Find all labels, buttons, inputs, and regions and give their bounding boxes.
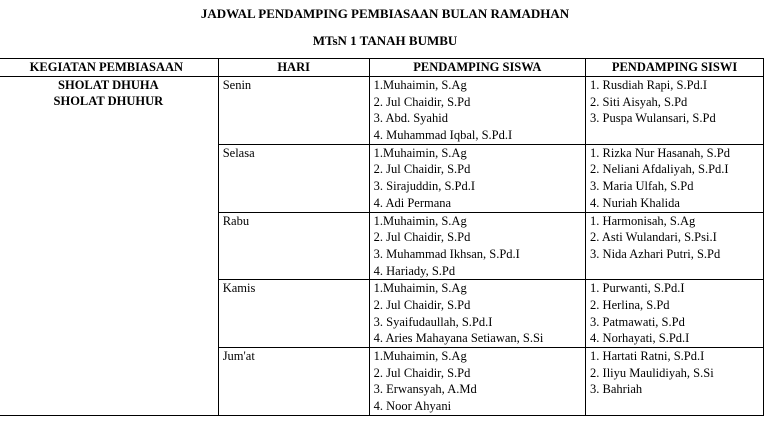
companion-name: 1.Muhaimin, S.Ag	[373, 213, 467, 228]
day-label: Senin	[222, 78, 252, 92]
student-female-companions	[586, 212, 764, 280]
header-student-male: PENDAMPING SISWA	[369, 59, 585, 77]
day-cell	[218, 348, 369, 416]
companion-name: 4. Muhammad Iqbal, S.Pd.I	[373, 128, 513, 143]
student-male-companions	[369, 348, 585, 416]
table-row	[0, 77, 764, 145]
student-female-companions	[586, 77, 764, 145]
header-row	[0, 59, 764, 77]
companion-name: 3. Bahriah	[590, 382, 643, 397]
day-label: Jum'at	[222, 349, 255, 363]
companion-name: 3. Erwansyah, A.Md	[373, 382, 477, 397]
companion-name: 2. Siti Aisyah, S.Pd	[590, 94, 688, 109]
student-female-companions	[586, 348, 764, 416]
day-cell	[218, 212, 369, 280]
companion-name: 1.Muhaimin, S.Ag	[373, 281, 467, 296]
companion-name: 3. Abd. Syahid	[373, 111, 448, 126]
companion-name: 3. Maria Ulfah, S.Pd	[590, 179, 694, 194]
companion-name: 3. Syaifudaullah, S.Pd.I	[373, 314, 493, 329]
day-cell	[218, 280, 369, 348]
companion-name: 3. Muhammad Ikhsan, S.Pd.I	[373, 246, 520, 261]
day-cell	[218, 77, 369, 145]
header-activity: KEGIATAN PEMBIASAAN	[0, 59, 218, 77]
companion-name: 1. Rizka Nur Hasanah, S.Pd	[590, 145, 730, 160]
companion-name: 4. Aries Mahayana Setiawan, S.Si	[373, 331, 544, 346]
schedule-table	[0, 58, 764, 416]
companion-name: 2. Jul Chaidir, S.Pd	[373, 162, 471, 177]
companion-name: 3. Patmawati, S.Pd	[590, 314, 685, 329]
companion-name: 4. Nuriah Khalida	[590, 195, 680, 210]
student-male-companions	[369, 77, 585, 145]
companion-name: 1. Harmonisah, S.Ag	[590, 213, 696, 228]
companion-name: 2. Asti Wulandari, S.Psi.I	[590, 230, 717, 245]
student-female-companions	[586, 144, 764, 212]
companion-name: 1.Muhaimin, S.Ag	[373, 78, 467, 92]
companion-name: 4. Norhayati, S.Pd.I	[590, 331, 690, 346]
activity-cell	[0, 77, 218, 416]
student-male-companions	[369, 144, 585, 212]
document-title: JADWAL PENDAMPING PEMBIASAAN BULAN RAMADHAN	[200, 6, 570, 21]
companion-name: 3. Sirajuddin, S.Pd.I	[373, 179, 476, 194]
companion-name: 1. Rusdiah Rapi, S.Pd.I	[590, 78, 708, 92]
student-male-companions	[369, 280, 585, 348]
companion-name: 1.Muhaimin, S.Ag	[373, 145, 467, 160]
day-label: Selasa	[222, 145, 255, 160]
companion-name: 2. Iliyu Maulidiyah, S.Si	[590, 365, 714, 380]
companion-name: 2. Neliani Afdaliyah, S.Pd.I	[590, 162, 729, 177]
companion-name: 1. Purwanti, S.Pd.I	[590, 281, 685, 296]
student-female-companions	[586, 280, 764, 348]
companion-name: 2. Herlina, S.Pd	[590, 297, 670, 312]
activity-label: SHOLAT DHUHA	[58, 78, 159, 92]
companion-name: 1.Muhaimin, S.Ag	[373, 349, 467, 363]
activity-label: SHOLAT DHUHUR	[53, 94, 164, 108]
companion-name: 4. Adi Permana	[373, 195, 452, 210]
companion-name: 4. Noor Ahyani	[373, 399, 452, 414]
header-student-female: PENDAMPING SISWI	[586, 59, 764, 77]
day-label: Rabu	[222, 213, 250, 228]
school-name: MTsN 1 TANAH BUMBU	[312, 33, 458, 48]
companion-name: 2. Jul Chaidir, S.Pd	[373, 94, 471, 109]
companion-name: 2. Jul Chaidir, S.Pd	[373, 297, 471, 312]
companion-name: 4. Hariady, S.Pd	[373, 263, 456, 278]
companion-name: 3. Nida Azhari Putri, S.Pd	[590, 246, 721, 261]
student-male-companions	[369, 212, 585, 280]
day-label: Kamis	[222, 281, 256, 296]
companion-name: 1. Hartati Ratni, S.Pd.I	[590, 349, 705, 363]
header-day: HARI	[218, 59, 369, 77]
day-cell	[218, 144, 369, 212]
companion-name: 2. Jul Chaidir, S.Pd	[373, 365, 471, 380]
companion-name: 2. Jul Chaidir, S.Pd	[373, 230, 471, 245]
companion-name: 3. Puspa Wulansari, S.Pd	[590, 111, 716, 126]
